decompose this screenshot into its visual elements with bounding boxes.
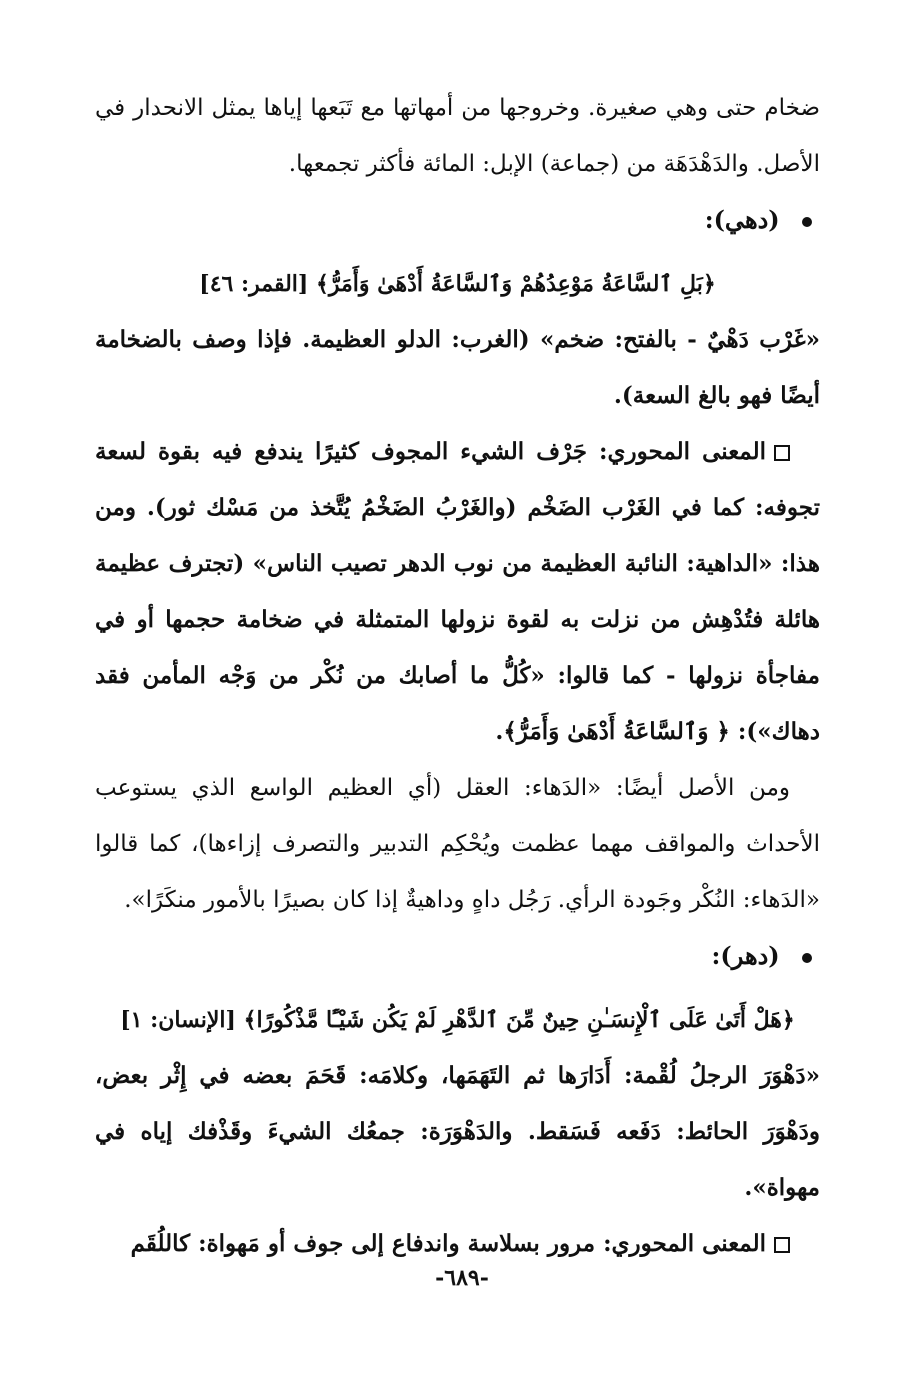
- entry-heading-dhy: [95, 192, 820, 248]
- paragraph-core-meaning-dhy: [95, 424, 820, 760]
- quran-verse-insan: ﴿هَلْ أَتَىٰ عَلَى ٱلْإِنسَـٰنِ حِينٌ مِّنَ ٱلدَّهْرِ لَمْ يَكُن شَيْـًٔا مَّذْكُورًا﴾ [الإنسان: ١]: [120, 1007, 795, 1033]
- core-meaning-text: المعنى المحوري: جَرْف الشيء المجوف كثيرًا يندفع فيه بقوة لسعة تجوفه: كما في الغَرْب الضَخْم (والغَرْبُ الضَخْمُ يُتَّخذ من مَسْك ثور). ومن هذا: «الداهية: النائبة العظيمة من نوب الدهر تصيب الناس» (تجترف عظيمة هائلة فتُدْهِش من نزلت به لقوة نزولها المتمثلة في ضخامة حجمها أو في مفاجأة نزولها - كما قالوا: «كُلُّ ما أصابك من نُكْر من وَجْه المأمن فقد دهاك»): ﴿ وَٱلسَّاعَةُ أَدْهَىٰ وَأَمَرُّ﴾.: [95, 438, 820, 745]
- entry-heading-dhr: [95, 928, 820, 984]
- paragraph-definition-dhy: «غَرْب دَهْيٌ - بالفتح: ضخم» (الغرب: الدلو العظيمة. فإذا وصف بالضخامة أيضًا فهو بالغ السعة).: [95, 326, 820, 409]
- square-marker-icon: [774, 1237, 790, 1253]
- quran-verse-qamar: ﴿بَلِ ٱلسَّاعَةُ مَوْعِدُهُمْ وَٱلسَّاعَةُ أَدْهَىٰ وَأَمَرُّ﴾ [القمر: ٤٦]: [199, 271, 716, 297]
- paragraph-continuation: ضخام حتى وهي صغيرة. وخروجها من أمهاتها مع تَبَعها إياها يمثل الانحدار في الأصل. والدَهْدَهَة من (جماعة) الإبل: المائة فأكثر تجمعها.: [95, 95, 820, 177]
- bullet-icon: [802, 217, 812, 227]
- paragraph-also-from-origin: ومن الأصل أيضًا: «الدَهاء: العقل (أي العظيم الواسع الذي يستوعب الأحداث والمواقف مهما عظمت ويُحْكِم التدبير والتصرف إزاءها)، كما قالوا «الدَهاء: النُكْر وجَودة الرأي. رَجُل داهٍ وداهيةٌ إذا كان بصيرًا بالأمور منكَرًا».: [95, 775, 820, 913]
- page-body: [95, 80, 820, 1272]
- bullet-icon: [802, 953, 812, 963]
- page-number: -٦٨٩-: [435, 1265, 489, 1291]
- paragraph-definition-dhr: «دَهْوَرَ الرجلُ لُقْمة: أَدَارَها ثم التَهَمَها، وكلامَه: قَحَمَ بعضه في إِثْر بعض، ودَهْوَرَ الحائط: دَفَعه فَسَقط. والدَهْوَرَة: جمعُك الشيءَ وقَذْفك إياه في مهواة».: [95, 1062, 820, 1201]
- core-meaning-text: المعنى المحوري: مرور بسلاسة واندفاع إلى جوف أو مَهواة: كاللُقَم: [130, 1230, 766, 1257]
- entry-heading-label: (دهي):: [704, 205, 780, 234]
- square-marker-icon: [774, 445, 790, 461]
- entry-heading-label: (دهر):: [711, 941, 780, 970]
- paragraph-core-meaning-dhr: [95, 1216, 820, 1272]
